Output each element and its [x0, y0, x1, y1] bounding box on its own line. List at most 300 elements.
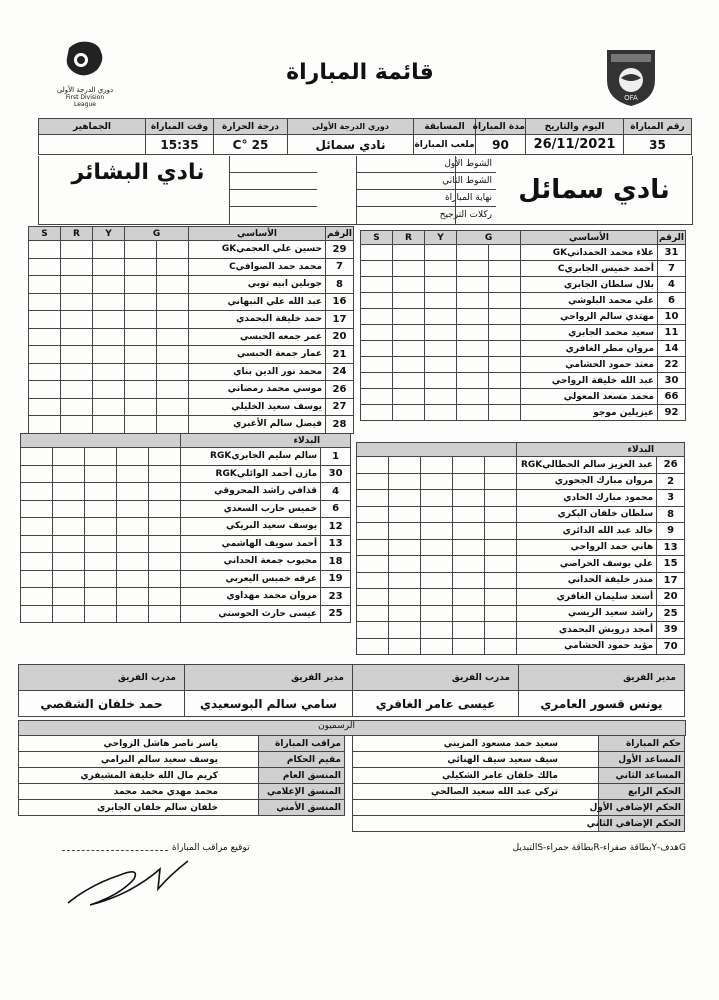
- stat-cell: [29, 293, 61, 311]
- stat-cell: [489, 261, 521, 277]
- stat-cell: [485, 638, 517, 655]
- player-row: [361, 373, 686, 389]
- player-name: عبد العزيز سالم الحطاليRGK: [517, 457, 657, 474]
- player-row: [357, 523, 685, 540]
- stat-cell: [393, 261, 425, 277]
- stat-cell: [93, 346, 125, 364]
- official-name: [353, 816, 599, 832]
- stat-cell: [29, 241, 61, 259]
- stat-cell: [421, 556, 453, 573]
- officials-right-table: [352, 735, 685, 832]
- player-number: 1: [321, 448, 351, 466]
- stat-cell: [29, 398, 61, 416]
- col-number: الرقم: [327, 228, 353, 239]
- stat-cell: [117, 518, 149, 536]
- player-number: 13: [657, 539, 685, 556]
- staff-table: [18, 664, 685, 717]
- official-row: [19, 752, 345, 768]
- stat-cell: [125, 363, 157, 381]
- official-role: المنسق الأمني: [259, 800, 345, 816]
- stat-cell: [453, 539, 485, 556]
- player-row: [21, 518, 351, 536]
- stat-cell: [117, 483, 149, 501]
- stat-cell: [157, 311, 189, 329]
- stat-cell: [357, 556, 389, 573]
- player-name: عيزيلين موجو: [521, 405, 658, 421]
- stat-cell: [393, 277, 425, 293]
- official-row: [19, 768, 345, 784]
- away-manager-name: سامي سالم البوسعيدي: [185, 691, 353, 717]
- stat-cell: [53, 518, 85, 536]
- stat-cell: [157, 258, 189, 276]
- player-number: 26: [326, 381, 354, 399]
- stat-cell: [453, 457, 485, 474]
- player-name: مروان مطر الغافري: [521, 341, 658, 357]
- stat-cell: [361, 309, 393, 325]
- stat-cell: [393, 357, 425, 373]
- stat-cell: [489, 309, 521, 325]
- player-number: 21: [326, 346, 354, 364]
- player-number: 20: [657, 589, 685, 606]
- label-temperature: درجة الحرارة: [214, 119, 288, 135]
- stat-cell: [21, 518, 53, 536]
- stat-cell: [85, 518, 117, 536]
- stat-cell: [361, 245, 393, 261]
- signature-image: [60, 855, 200, 910]
- stat-cell: [357, 539, 389, 556]
- stat-cell: [357, 490, 389, 507]
- player-name: محمد حمد الصوافيC: [189, 258, 326, 276]
- stat-cell: [457, 309, 489, 325]
- stat-cell: [489, 277, 521, 293]
- player-row: [29, 241, 354, 259]
- stat-cell: [61, 311, 93, 329]
- stat-cell: [157, 276, 189, 294]
- stat-cell: [61, 381, 93, 399]
- away-starters-table: [28, 226, 354, 434]
- player-row: [357, 622, 685, 639]
- stat-cell: [421, 638, 453, 655]
- league-name-ar: دوري الدرجة الأولى: [56, 86, 114, 94]
- player-number: 7: [326, 258, 354, 276]
- time-value: 15:35: [146, 135, 214, 155]
- stat-cell: [393, 245, 425, 261]
- stat-cell: [485, 490, 517, 507]
- legend-text: Gهدف-Yبطاقة صفراء-Rبطاقة حمراء-Sالتبديل: [512, 843, 686, 853]
- match-duration: 90: [476, 135, 526, 155]
- stat-cell: [117, 570, 149, 588]
- official-row: [353, 816, 685, 832]
- stat-cell: [421, 572, 453, 589]
- col-subs: S: [29, 227, 61, 241]
- official-role: الحكم الإضافي الأول: [599, 800, 685, 816]
- player-row: [29, 328, 354, 346]
- player-name: عيسى حارث الحوسني: [181, 605, 321, 623]
- official-name: [353, 800, 599, 816]
- stat-cell: [361, 357, 393, 373]
- crowd-value: [39, 135, 146, 155]
- stat-cell: [93, 416, 125, 434]
- player-number: 6: [321, 500, 351, 518]
- stat-cell: [425, 293, 457, 309]
- temperature-value: 25 °C: [214, 135, 288, 155]
- player-name: معتد حمود الحشامي: [521, 357, 658, 373]
- stat-cell: [361, 389, 393, 405]
- player-number: 66: [658, 389, 686, 405]
- stat-cell: [53, 535, 85, 553]
- stat-cell: [93, 398, 125, 416]
- stat-cell: [93, 311, 125, 329]
- stat-cell: [421, 622, 453, 639]
- player-name: أحمد سويف الهاشمي: [181, 535, 321, 553]
- stat-cell: [85, 588, 117, 606]
- player-number: 12: [321, 518, 351, 536]
- player-row: [21, 535, 351, 553]
- player-row: [361, 325, 686, 341]
- stat-cell: [489, 245, 521, 261]
- player-number: 3: [657, 490, 685, 507]
- stat-cell: [85, 483, 117, 501]
- stat-cell: [125, 346, 157, 364]
- player-row: [21, 465, 351, 483]
- player-number: 23: [321, 588, 351, 606]
- player-name: يوسف سعيد البريكي: [181, 518, 321, 536]
- stat-cell: [85, 448, 117, 466]
- player-name: عمار جمعة الحبسي: [189, 346, 326, 364]
- match-date: 26/11/2021: [526, 135, 624, 155]
- player-number: 26: [657, 457, 685, 474]
- home-score-cells: [456, 156, 496, 224]
- player-number: 24: [326, 363, 354, 381]
- stat-cell: [485, 473, 517, 490]
- player-name: مروان محمد مهداوي: [181, 588, 321, 606]
- stat-cell: [389, 605, 421, 622]
- stat-cell: [457, 373, 489, 389]
- player-number: 17: [326, 311, 354, 329]
- player-number: 14: [658, 341, 686, 357]
- stat-cell: [53, 483, 85, 501]
- signature-line: [62, 850, 168, 851]
- player-row: [361, 245, 686, 261]
- player-row: [357, 457, 685, 474]
- stat-cell: [149, 588, 181, 606]
- stat-cell: [489, 341, 521, 357]
- stat-cell: [453, 523, 485, 540]
- stat-cell: [357, 589, 389, 606]
- player-row: [361, 293, 686, 309]
- officials-title: الرسميون: [318, 721, 355, 731]
- player-name: أحمد خميس الجابريC: [521, 261, 658, 277]
- official-row: [19, 800, 345, 816]
- stat-cell: [157, 328, 189, 346]
- player-row: [21, 483, 351, 501]
- player-name: مهتدي سالم الرواحي: [521, 309, 658, 325]
- player-number: 27: [326, 398, 354, 416]
- stat-cell: [453, 506, 485, 523]
- stat-cell: [457, 325, 489, 341]
- stat-cell: [361, 261, 393, 277]
- stat-cell: [421, 506, 453, 523]
- stat-cell: [21, 605, 53, 623]
- stat-cell: [117, 448, 149, 466]
- label-duration: مدة المباراة: [476, 119, 526, 135]
- stat-cell: [29, 328, 61, 346]
- player-row: [357, 490, 685, 507]
- player-row: [361, 341, 686, 357]
- stage-penalties: ركلات الترجيح: [356, 207, 496, 224]
- official-row: [19, 736, 345, 752]
- player-name: علي يوسف الحراصي: [517, 556, 657, 573]
- stat-cell: [421, 473, 453, 490]
- stat-cell: [61, 398, 93, 416]
- stat-cell: [457, 341, 489, 357]
- player-number: 18: [321, 553, 351, 571]
- player-row: [357, 556, 685, 573]
- stat-cell: [29, 311, 61, 329]
- stat-cell: [21, 535, 53, 553]
- stat-cell: [485, 539, 517, 556]
- player-row: [21, 500, 351, 518]
- stat-cell: [357, 506, 389, 523]
- player-name: فيصل سالم الأغبري: [189, 416, 326, 434]
- col-yellow: Y: [93, 227, 125, 241]
- stat-cell: [85, 465, 117, 483]
- stat-cell: [457, 357, 489, 373]
- col-number: الرقم: [659, 232, 685, 243]
- stat-cell: [125, 258, 157, 276]
- player-name: مؤيد حمود الحشامي: [517, 638, 657, 655]
- player-name: مازن أحمد الوائليRGK: [181, 465, 321, 483]
- player-name: أمجد درويش البحمدي: [517, 622, 657, 639]
- player-name: خالد عبد الله الدائري: [517, 523, 657, 540]
- stat-cell: [389, 622, 421, 639]
- stat-cell: [117, 535, 149, 553]
- label-home-manager: مدير الفريق: [519, 665, 685, 691]
- stat-cell: [53, 500, 85, 518]
- stat-cell: [357, 622, 389, 639]
- label-competition: المسابقة: [414, 119, 476, 135]
- stat-cell: [453, 622, 485, 639]
- official-name: ياسر ناصر هاشل الرواحي: [19, 736, 259, 752]
- player-row: [29, 398, 354, 416]
- official-row: [19, 784, 345, 800]
- stat-cell: [149, 535, 181, 553]
- player-number: 4: [658, 277, 686, 293]
- team-area: [38, 156, 693, 225]
- player-row: [357, 589, 685, 606]
- stat-cell: [485, 622, 517, 639]
- stat-cell: [489, 293, 521, 309]
- stat-cell: [425, 309, 457, 325]
- player-name: عبد الله خليفة الرواحي: [521, 373, 658, 389]
- stat-cell: [453, 605, 485, 622]
- player-name: هاني حمد الرواحي: [517, 539, 657, 556]
- col-subs-title: البدلاء: [181, 434, 351, 448]
- stat-cell: [85, 500, 117, 518]
- stat-cell: [453, 556, 485, 573]
- col-goals: G: [457, 231, 521, 245]
- stat-cell: [29, 381, 61, 399]
- player-row: [357, 638, 685, 655]
- stat-cell: [357, 572, 389, 589]
- stat-cell: [389, 638, 421, 655]
- stat-cell: [61, 416, 93, 434]
- official-name: كريم مال الله خليفة المشيفري: [19, 768, 259, 784]
- away-subs-table: [20, 433, 351, 623]
- player-name: سالم سليم الجابريRGK: [181, 448, 321, 466]
- stat-cell: [357, 638, 389, 655]
- federation-logo: [603, 44, 659, 108]
- stat-cell: [425, 261, 457, 277]
- official-row: [353, 784, 685, 800]
- away-team-name: نادي البشائر: [71, 160, 205, 185]
- official-role: حكم المباراة: [599, 736, 685, 752]
- stat-cell: [361, 325, 393, 341]
- stat-cell: [21, 588, 53, 606]
- stat-cell: [421, 589, 453, 606]
- official-name: مالك خلفان عامر الشكيلي: [353, 768, 599, 784]
- player-name: منذر خليفة الحداني: [517, 572, 657, 589]
- stat-cell: [125, 311, 157, 329]
- stat-cell: [21, 448, 53, 466]
- player-name: علي محمد البلوشي: [521, 293, 658, 309]
- stat-cell: [117, 553, 149, 571]
- player-row: [21, 588, 351, 606]
- player-number: 7: [658, 261, 686, 277]
- stat-cell: [485, 605, 517, 622]
- stat-cell: [485, 589, 517, 606]
- stat-cell: [125, 381, 157, 399]
- player-row: [361, 309, 686, 325]
- official-role: الحكم الرابع: [599, 784, 685, 800]
- player-number: 29: [326, 241, 354, 259]
- player-row: [361, 261, 686, 277]
- player-number: 16: [326, 293, 354, 311]
- stat-cell: [21, 553, 53, 571]
- stat-cell: [489, 389, 521, 405]
- player-number: 92: [658, 405, 686, 421]
- competition-name: دوري الدرجة الأولى: [288, 119, 414, 135]
- player-row: [29, 381, 354, 399]
- home-starters-table: [360, 230, 686, 421]
- stat-cell: [485, 556, 517, 573]
- stage-full-time: نهاية المباراة: [356, 190, 496, 207]
- col-starters: الأساسي: [521, 231, 658, 245]
- stat-cell: [457, 389, 489, 405]
- stat-cell: [53, 553, 85, 571]
- stat-cell: [453, 490, 485, 507]
- stat-cell: [485, 457, 517, 474]
- player-name: خميس حارب السعدي: [181, 500, 321, 518]
- stat-cell: [389, 523, 421, 540]
- stat-cell: [421, 457, 453, 474]
- stat-cell: [53, 588, 85, 606]
- player-row: [21, 570, 351, 588]
- logo-text: OFA: [624, 94, 638, 102]
- player-row: [357, 572, 685, 589]
- stat-cell: [393, 293, 425, 309]
- stat-cell: [61, 241, 93, 259]
- player-number: 70: [657, 638, 685, 655]
- col-red: R: [61, 227, 93, 241]
- player-row: [361, 357, 686, 373]
- player-row: [29, 416, 354, 434]
- label-stadium: ملعب المباراة: [414, 135, 476, 155]
- official-row: [353, 768, 685, 784]
- stat-cell: [125, 293, 157, 311]
- official-role: مراقب المباراة: [259, 736, 345, 752]
- stat-cell: [29, 346, 61, 364]
- stat-cell: [93, 276, 125, 294]
- stadium-name: نادي سمائل: [288, 135, 414, 155]
- officials-left-table: [18, 735, 345, 816]
- stat-cell: [157, 398, 189, 416]
- player-name: راشد سعيد الريسي: [517, 605, 657, 622]
- stat-cell: [149, 553, 181, 571]
- player-row: [29, 363, 354, 381]
- stat-cell: [85, 535, 117, 553]
- stat-cell: [485, 523, 517, 540]
- player-number: 13: [321, 535, 351, 553]
- match-number: 35: [624, 135, 692, 155]
- stat-cell: [489, 373, 521, 389]
- stat-cell: [393, 309, 425, 325]
- stat-cell: [457, 293, 489, 309]
- label-time: وقت المباراة: [146, 119, 214, 135]
- stat-cell: [117, 588, 149, 606]
- stat-cell: [389, 589, 421, 606]
- player-row: [21, 605, 351, 623]
- stat-cell: [421, 523, 453, 540]
- stat-cell: [149, 500, 181, 518]
- player-name: جوبلين ابيه توبي: [189, 276, 326, 294]
- stat-cell: [61, 328, 93, 346]
- player-name: محمود مبارك الحادي: [517, 490, 657, 507]
- stat-cell: [361, 277, 393, 293]
- stat-cell: [389, 556, 421, 573]
- stat-cell: [93, 241, 125, 259]
- stat-cell: [361, 341, 393, 357]
- label-home-coach: مدرب الفريق: [353, 665, 519, 691]
- stat-cell: [125, 328, 157, 346]
- home-subs-table: [356, 442, 685, 655]
- player-number: 15: [657, 556, 685, 573]
- stat-cell: [489, 325, 521, 341]
- stat-cell: [453, 589, 485, 606]
- col-starters: الأساسي: [189, 227, 326, 241]
- player-row: [21, 448, 351, 466]
- stat-cell: [61, 258, 93, 276]
- player-row: [29, 276, 354, 294]
- player-row: [29, 293, 354, 311]
- home-coach-name: عيسى عامر الغافري: [353, 691, 519, 717]
- stat-cell: [457, 261, 489, 277]
- stat-cell: [149, 465, 181, 483]
- league-name-en: First Division League: [65, 94, 105, 108]
- stat-cell: [61, 363, 93, 381]
- player-row: [361, 277, 686, 293]
- player-number: 25: [657, 605, 685, 622]
- player-number: 9: [657, 523, 685, 540]
- stat-cell: [125, 241, 157, 259]
- home-team-name: نادي سمائل: [518, 175, 670, 205]
- stat-cell: [389, 457, 421, 474]
- label-away-manager: مدير الفريق: [185, 665, 353, 691]
- player-row: [29, 311, 354, 329]
- stat-cell: [93, 363, 125, 381]
- stat-cell: [93, 328, 125, 346]
- player-row: [357, 506, 685, 523]
